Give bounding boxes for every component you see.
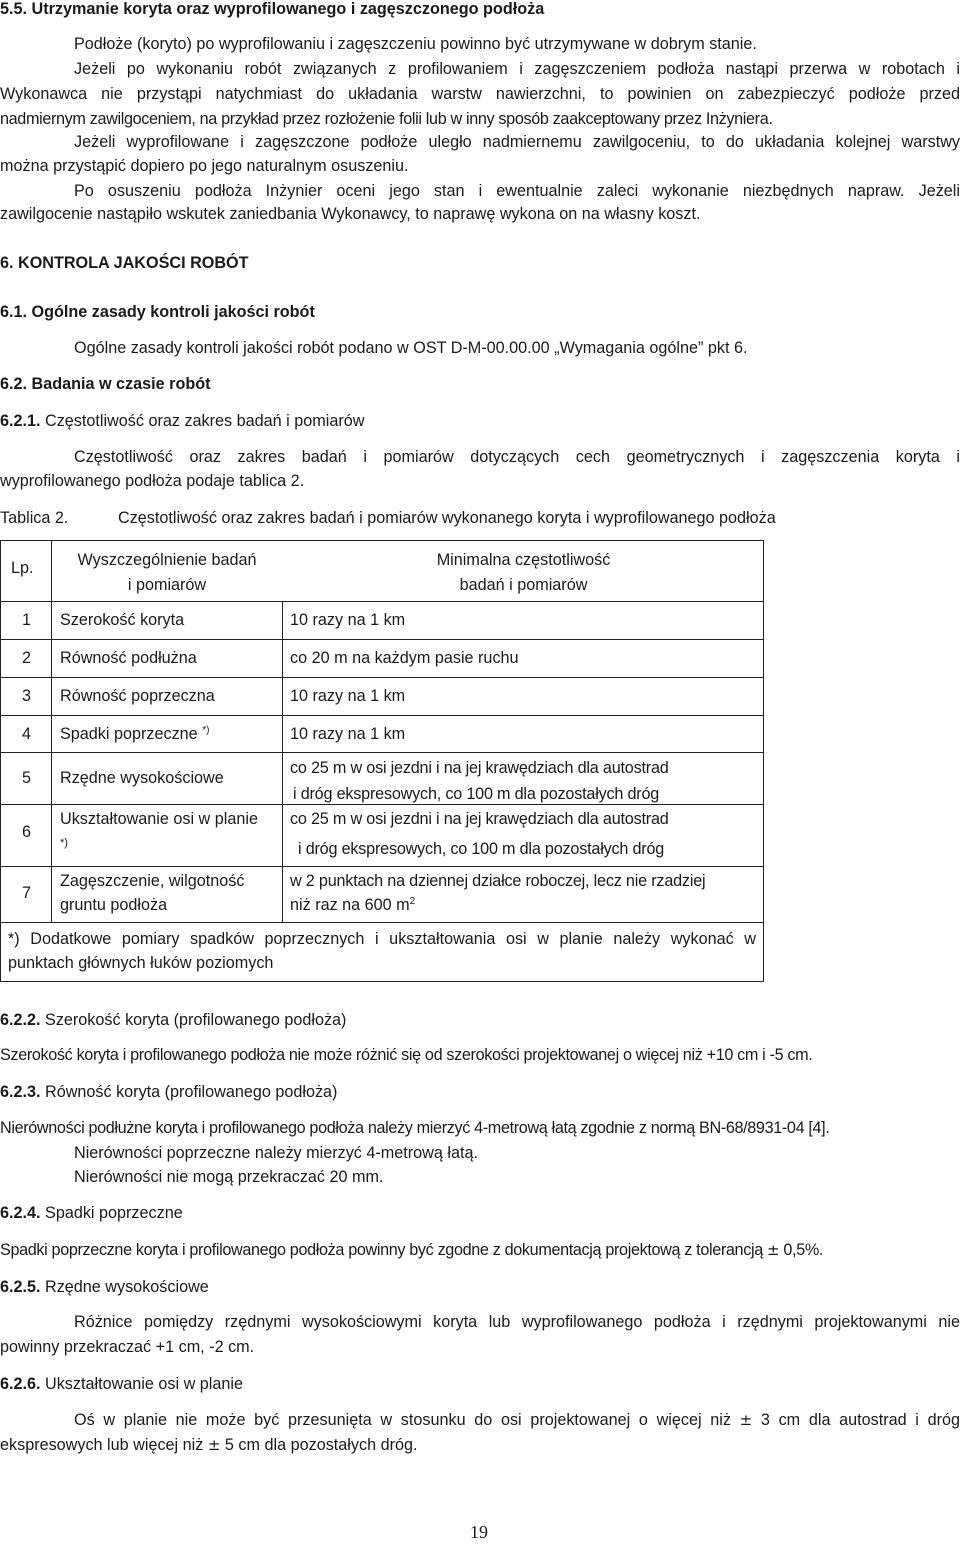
table-row-item: Równość poprzeczna xyxy=(60,687,215,705)
table-row-lp: 2 xyxy=(22,649,32,667)
paragraph-line: nadmiernym zawilgoceniem, na przykład przez rozłożenie folii lub w inny sposób zaakceptowany przez Inżyniera. xyxy=(0,110,773,128)
table-row-item: Rzędne wysokościowe xyxy=(60,769,224,787)
table-rule xyxy=(51,540,52,922)
paragraph-line: Nierówności podłużne koryta i profilowanego podłoża należy mierzyć 4-metrową łatą zgodnie z normą BN-68/8931-04 [4]. xyxy=(0,1119,830,1137)
section-6-2-heading: 6.2. Badania w czasie robót xyxy=(0,375,211,393)
table-rule xyxy=(0,601,764,602)
paragraph-line: Wykonawca nie przystąpi natychmiast do układania warstw nawierzchni, to powinien on zabezpieczyć podłoże przed xyxy=(0,85,960,103)
section-number: 6.2.6. xyxy=(0,1375,41,1393)
section-6-2-5-heading xyxy=(0,1276,209,1298)
table-rule xyxy=(0,639,764,640)
section-6-1-heading: 6.1. Ogólne zasady kontroli jakości robót xyxy=(0,303,315,321)
table-row-lp: 7 xyxy=(22,884,32,902)
table-row-lp: 1 xyxy=(22,611,32,629)
table-row-lp: 5 xyxy=(22,769,32,787)
table-rule xyxy=(0,866,764,867)
section-6-2-3-heading xyxy=(0,1081,337,1103)
table-rule xyxy=(282,601,283,922)
paragraph-line: Jeżeli po wykonaniu robót związanych z profilowaniem i zagęszczeniem podłoża nastąpi przerwa w robotach i xyxy=(74,60,960,78)
table-row-item: Szerokość koryta xyxy=(60,611,185,629)
table-header-lp: Lp. xyxy=(11,559,34,577)
table-header-frequency: badań i pomiarów xyxy=(459,576,588,594)
paragraph-line: powinny przekraczać +1 cm, -2 cm. xyxy=(0,1338,255,1356)
superscript: 2 xyxy=(409,896,416,907)
paragraph-line: Ogólne zasady kontroli jakości robót podano w OST D-M-00.00.00 „Wymagania ogólne” pkt 6. xyxy=(74,339,748,357)
section-5-5-heading: 5.5. Utrzymanie koryta oraz wyprofilowanego i zagęszczonego podłoża xyxy=(0,0,545,18)
table-row-frequency: w 2 punktach na dziennej działce roboczej, lecz nie rzadziej xyxy=(290,872,706,890)
section-6-2-6-heading xyxy=(0,1373,243,1395)
table-row-frequency: i dróg ekspresowych, co 100 m dla pozostałych dróg xyxy=(298,840,665,858)
table-footnote: punktach głównych łuków poziomych xyxy=(8,954,274,972)
table-row-item: Zagęszczenie, wilgotność xyxy=(60,872,245,890)
table-row-lp: 4 xyxy=(22,725,32,743)
paragraph-line xyxy=(0,1434,417,1456)
paragraph-line: Podłoże (koryto) po wyprofilowaniu i zagęszczeniu powinno być utrzymywane w dobrym stanie. xyxy=(74,35,757,53)
paragraph-line: Po osuszeniu podłoża Inżynier oceni jego stan i ewentualnie zaleci wykonanie niezbędnych napraw. Jeżeli xyxy=(74,182,960,200)
paragraph-line: Nierówności poprzeczne należy mierzyć 4-metrową łatą. xyxy=(74,1144,478,1162)
table-footnote: *) Dodatkowe pomiary spadków poprzecznych i ukształtowania osi w planie należy wykonać w xyxy=(8,930,756,948)
paragraph-text: ekspresowych lub więcej niż xyxy=(0,1436,204,1454)
page-number: 19 xyxy=(470,1522,488,1542)
table-header-item: i pomiarów xyxy=(127,576,207,594)
table-label: Tablica 2. xyxy=(0,509,69,527)
table-rule xyxy=(0,752,764,753)
table-rule xyxy=(0,677,764,678)
table-row-frequency: 10 razy na 1 km xyxy=(290,687,406,705)
table-row-item xyxy=(60,723,209,745)
paragraph-text: 3 cm dla autostrad i dróg xyxy=(760,1411,960,1429)
paragraph-line xyxy=(74,1409,960,1431)
section-number: 6.2.2. xyxy=(0,1011,41,1029)
table-row-frequency: co 25 m w osi jezdni i na jej krawędziach dla autostrad xyxy=(290,759,669,777)
paragraph-line: Częstotliwość oraz zakres badań i pomiarów dotyczących cech geometrycznych i zagęszczenia koryta i xyxy=(74,448,960,466)
plus-minus-symbol: ± xyxy=(207,1436,221,1454)
section-number: 6.2.5. xyxy=(0,1278,41,1296)
paragraph-line: Różnice pomiędzy rzędnymi wysokościowymi koryta lub wyprofilowanego podłoża i rzędnymi projektowanymi nie xyxy=(74,1313,960,1331)
table-row-item: Ukształtowanie osi w planie xyxy=(60,810,258,828)
table-row-frequency: co 20 m na każdym pasie ruchu xyxy=(290,649,519,667)
table-row-item-text: Spadki poprzeczne xyxy=(60,725,198,743)
paragraph-line: wyprofilowanego podłoża podaje tablica 2. xyxy=(0,472,305,490)
plus-minus-symbol: ± xyxy=(739,1411,753,1429)
section-6-heading: 6. KONTROLA JAKOŚCI ROBÓT xyxy=(0,254,249,272)
section-number: 6.2.1. xyxy=(0,412,41,430)
section-title: Częstotliwość oraz zakres badań i pomiarów xyxy=(45,412,365,430)
table-row-item: Równość podłużna xyxy=(60,649,197,667)
paragraph-line: zawilgocenie nastąpiło wskutek zaniedbania Wykonawcy, to naprawę wykona on na własny koszt. xyxy=(0,205,701,223)
table-header-frequency: Minimalna częstotliwość xyxy=(436,551,611,569)
table-header-item: Wyszczególnienie badań xyxy=(77,551,257,569)
table-row-frequency: 10 razy na 1 km xyxy=(290,725,406,743)
section-6-2-4-heading xyxy=(0,1202,183,1224)
paragraph-line: Szerokość koryta i profilowanego podłoża nie może różnić się od szerokości projektowanej o więcej niż +10 cm i -5 cm. xyxy=(0,1046,813,1064)
section-number: 6.2.3. xyxy=(0,1083,41,1101)
table-caption: Częstotliwość oraz zakres badań i pomiarów wykonanego koryta i wyprofilowanego podłoża xyxy=(118,509,776,527)
table-row-frequency: 10 razy na 1 km xyxy=(290,611,406,629)
paragraph-text: 0,5%. xyxy=(783,1241,824,1259)
table-rule xyxy=(0,922,764,923)
section-title: Ukształtowanie osi w planie xyxy=(45,1375,243,1393)
section-number: 6.2.4. xyxy=(0,1204,41,1222)
table-row-frequency xyxy=(290,894,415,916)
paragraph-text: Oś w planie nie może być przesunięta w stosunku do osi projektowanej o więcej niż xyxy=(74,1411,731,1429)
footnote-marker: *) xyxy=(202,725,210,736)
table-row-frequency: co 25 m w osi jezdni i na jej krawędziach dla autostrad xyxy=(290,810,669,828)
paragraph-line xyxy=(0,1239,823,1261)
paragraph-text: Spadki poprzeczne koryta i profilowanego podłoża powinny być zgodne z dokumentacją projektową z tolerancją xyxy=(0,1241,763,1259)
paragraph-line: Nierówności nie mogą przekraczać 20 mm. xyxy=(74,1168,384,1186)
section-title: Rzędne wysokościowe xyxy=(45,1278,209,1296)
section-title: Szerokość koryta (profilowanego podłoża) xyxy=(45,1011,347,1029)
paragraph-text: 5 cm dla pozostałych dróg. xyxy=(224,1436,418,1454)
paragraph-line: Jeżeli wyprofilowane i zagęszczone podłoże uległo nadmiernemu zawilgoceniu, to do układania kolejnej warstwy xyxy=(74,133,960,151)
table-row-frequency-text: niż raz na 600 m xyxy=(290,896,410,914)
table-rule xyxy=(0,715,764,716)
table-row-frequency: i dróg ekspresowych, co 100 m dla pozostałych dróg xyxy=(293,785,660,803)
section-title: Równość koryta (profilowanego podłoża) xyxy=(45,1083,338,1101)
table-row-lp: 3 xyxy=(22,687,32,705)
section-title: Spadki poprzeczne xyxy=(45,1204,183,1222)
footnote-marker: *) xyxy=(60,837,68,849)
section-6-2-1-heading xyxy=(0,410,364,432)
plus-minus-symbol: ± xyxy=(767,1241,780,1259)
paragraph-line: można przystąpić dopiero po jego naturalnym osuszeniu. xyxy=(0,157,409,175)
section-6-2-2-heading xyxy=(0,1009,346,1031)
table-row-lp: 6 xyxy=(22,823,32,841)
table-row-item: gruntu podłoża xyxy=(60,896,168,914)
